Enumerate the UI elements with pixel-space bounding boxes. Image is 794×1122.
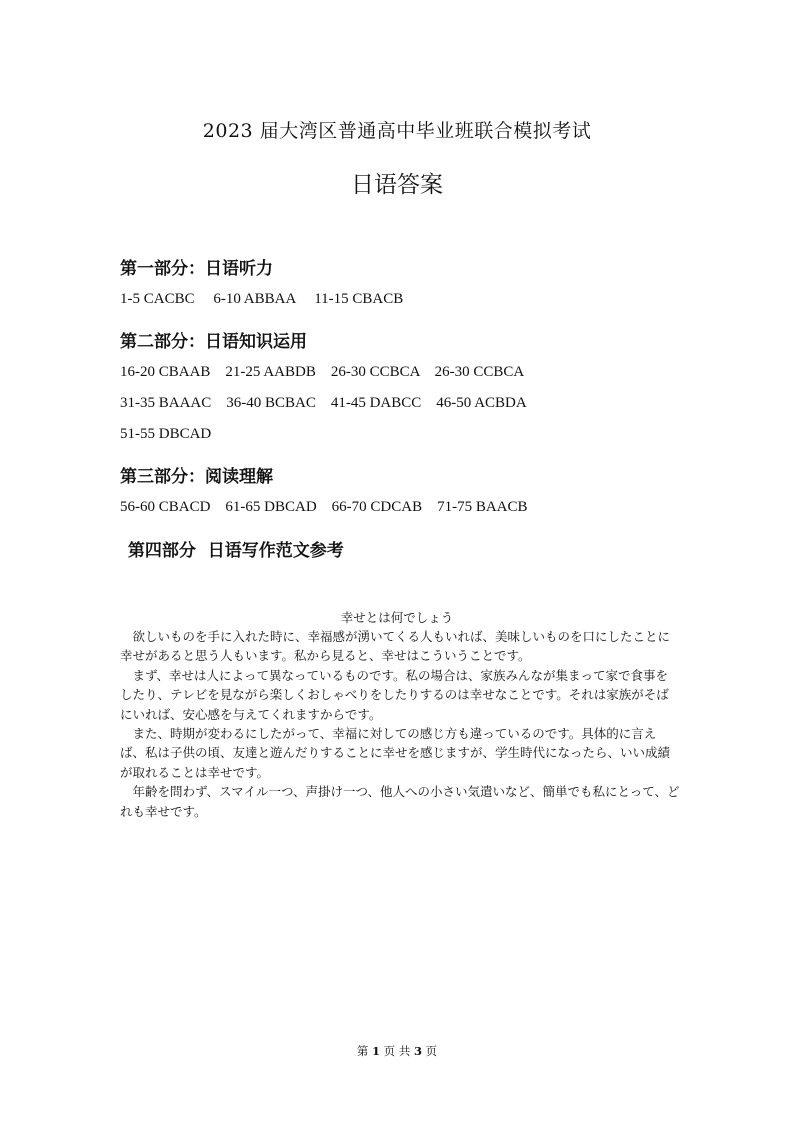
essay-body — [120, 627, 680, 821]
essay-paragraph: まず、幸せは人によって異なっているものです。私の場合は、家族みんなが集まって家で食事をしたり、テレビを見ながら楽しくおしゃべりをしたりするのは幸せなことです。それは家族がそばにいれば、安心感を与えてくれますからです。 — [120, 667, 669, 722]
answer-line: 1-5 CACBC 6-10 ABBAA 11-15 CBACB — [120, 291, 404, 307]
section-heading-listening: 第一部分：日语听力 — [120, 259, 273, 279]
footer-middle: 页 共 — [383, 1044, 411, 1058]
section-heading-writing: 第四部分 日语写作范文参考 — [122, 541, 344, 561]
page-subtitle: 日语答案 — [351, 172, 443, 198]
essay-paragraph: また、時期が変わるにしたがって、幸福に対しての感じ方も違っているのです。具体的に言えば、私は子供の頃、友達と遊んだりすることに幸せを感じますが、学生時代になったら、いい成績が取れることは幸せです。 — [120, 726, 671, 780]
answer-line: 16-20 CBAAB 21-25 AABDB 26-30 CCBCA 26-30 CCBCA — [120, 364, 525, 380]
answer-line: 56-60 CBACD 61-65 DBCAD 66-70 CDCAB 71-75 BAACB — [120, 499, 528, 515]
section-heading-reading: 第三部分：阅读理解 — [120, 467, 273, 487]
answer-line: 31-35 BAAAC 36-40 BCBAC 41-45 DABCC 46-50 ACBDA — [120, 395, 527, 411]
footer-prefix: 第 — [356, 1044, 369, 1058]
footer-total-pages: 3 — [413, 1044, 422, 1058]
essay-title: 幸せとは何でしょう — [340, 610, 454, 625]
essay-paragraph: 年齢を問わず、スマイル一つ、声掛け一つ、他人への小さい気遣いなど、簡単でも私にとって、どれも幸せです。 — [120, 784, 680, 819]
answer-line: 51-55 DBCAD — [120, 426, 212, 442]
page-footer — [0, 1043, 794, 1059]
footer-page-number: 1 — [372, 1044, 381, 1058]
footer-suffix: 页 — [425, 1044, 438, 1058]
essay-paragraph: 欲しいものを手に入れた時に、幸福感が湧いてくる人もいれば、美味しいものを口にしたことに幸せがあると思う人もいます。私から見ると、幸せはこういうことです。 — [120, 629, 671, 664]
page-title: 2023 届大湾区普通高中毕业班联合模拟考试 — [202, 120, 592, 142]
section-heading-knowledge: 第二部分：日语知识运用 — [120, 332, 307, 352]
